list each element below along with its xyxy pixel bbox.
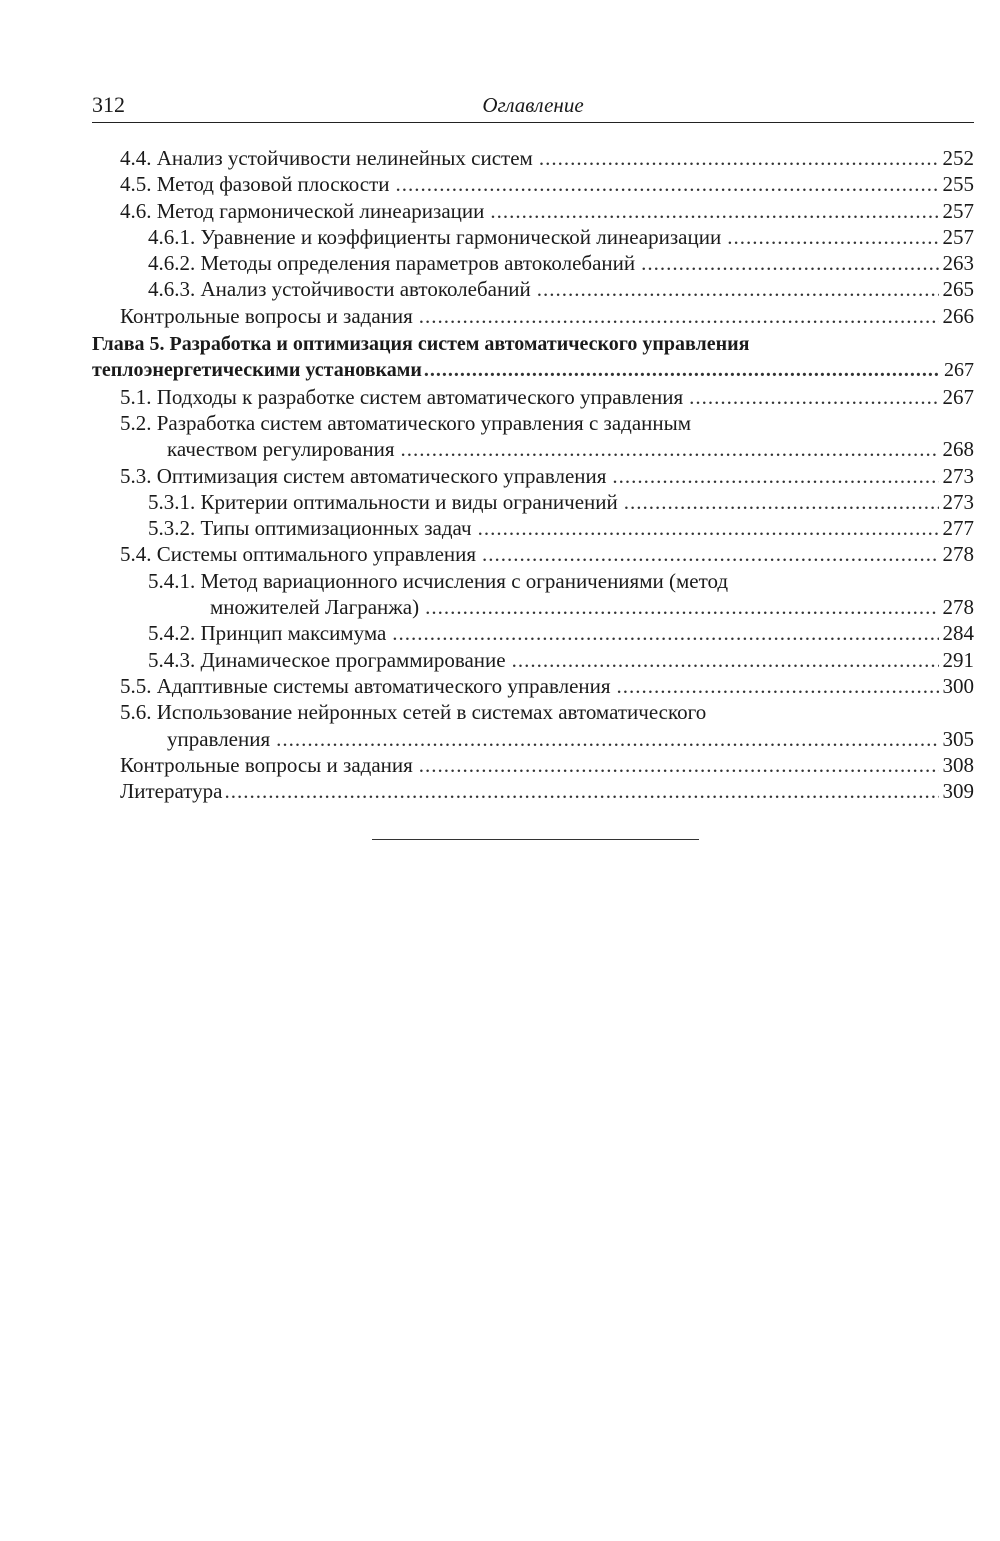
toc-entry-5-4-3[interactable] (92, 647, 974, 673)
toc-entry-page: 273 (942, 463, 974, 488)
toc-entry-title: Контрольные вопросы и задания (120, 303, 413, 328)
toc-entry-page: 257 (942, 198, 974, 223)
page-number: 312 (92, 92, 125, 117)
dot-leader (624, 489, 939, 515)
toc-entry-title: Контрольные вопросы и задания (120, 752, 413, 777)
toc-entry-5-3-2[interactable] (92, 515, 974, 541)
dot-leader (482, 541, 938, 567)
dot-leader (478, 515, 939, 541)
toc-entry-title: 4.5. Метод фазовой плоскости (120, 172, 390, 197)
toc-entry-page: 257 (942, 224, 974, 249)
dot-leader (641, 250, 938, 276)
toc-entry-page: 284 (942, 621, 974, 646)
toc-entry-title: управления (167, 726, 271, 751)
toc-entry-page: 278 (942, 542, 974, 567)
toc-entry-title: множителей Лагранжа) (210, 595, 420, 620)
toc-chapter-title: теплоэнергетическими установками (92, 359, 422, 382)
dot-leader (401, 436, 939, 462)
toc-entry-page: 252 (942, 146, 974, 170)
toc-entry-5-1[interactable] (92, 384, 974, 410)
toc-entry-4-6-1[interactable] (92, 224, 974, 250)
toc-entry-5-2-line1[interactable] (92, 410, 974, 436)
dot-leader (727, 224, 938, 250)
toc-entry-page: 291 (942, 647, 974, 672)
toc-entry-5-6-line1[interactable] (92, 699, 974, 725)
toc-entry-questions-4[interactable] (92, 303, 974, 329)
dot-leader (689, 384, 938, 410)
toc-entry-5-3[interactable] (92, 463, 974, 489)
toc-entry-5-5[interactable] (92, 673, 974, 699)
toc-entry-page: 267 (944, 359, 974, 382)
toc-entry-4-6-3[interactable] (92, 276, 974, 302)
toc-entry-title: 5.3.1. Критерии оптимальности и виды ограничений (148, 489, 618, 514)
toc-entry-5-3-1[interactable] (92, 489, 974, 515)
dot-leader (490, 198, 938, 224)
dot-leader (425, 594, 938, 620)
toc-entry-page: 273 (942, 489, 974, 514)
dot-leader (612, 463, 938, 489)
toc-entry-title: 4.6. Метод гармонической линеаризации (120, 198, 485, 223)
toc-entry-title: 5.5. Адаптивные системы автоматического управления (120, 673, 611, 698)
toc-chapter-5-line1[interactable] (92, 331, 974, 357)
toc-chapter-5-line2[interactable] (92, 357, 974, 383)
toc-entry-page: 268 (942, 437, 974, 462)
toc-entry-title: 5.3.2. Типы оптимизационных задач (148, 516, 472, 541)
dot-leader (224, 778, 938, 804)
toc-entry-page: 278 (942, 595, 974, 620)
toc-entry-title: 5.2. Разработка систем автоматического управления с заданным (120, 410, 692, 435)
toc-entry-title: 5.4.1. Метод вариационного исчисления с ограничениями (метод (148, 568, 729, 593)
toc-entry-title: 4.4. Анализ устойчивости нелинейных систем (120, 146, 533, 170)
toc-entry-4-6[interactable] (92, 198, 974, 224)
dot-leader (537, 276, 939, 302)
toc-entry-page: 266 (942, 303, 974, 328)
dot-leader (419, 303, 939, 329)
toc-entry-page: 305 (942, 726, 974, 751)
toc-entry-title: качеством регулирования (167, 437, 395, 462)
end-rule (372, 839, 699, 840)
dot-leader (276, 726, 938, 752)
toc-entry-5-4-1-line1[interactable] (92, 568, 974, 594)
running-title: Оглавление (482, 93, 584, 117)
toc-entry-references[interactable] (92, 778, 974, 804)
toc-entry-title: 4.6.2. Методы определения параметров автоколебаний (148, 251, 636, 276)
toc-entry-title: 4.6.1. Уравнение и коэффициенты гармонической линеаризации (148, 224, 722, 249)
toc-entry-title: 5.1. Подходы к разработке систем автоматического управления (120, 384, 684, 409)
toc-entry-questions-5[interactable] (92, 752, 974, 778)
dot-leader (539, 145, 939, 171)
toc-entry-page: 308 (942, 752, 974, 777)
dot-leader (396, 171, 939, 197)
page-header (92, 90, 974, 123)
toc-entry-title: 5.4.3. Динамическое программирование (148, 647, 506, 672)
dot-leader (424, 357, 940, 383)
toc-entry-5-4-2[interactable] (92, 620, 974, 646)
dot-leader (419, 752, 939, 778)
toc-entry-5-4-1-line2[interactable] (92, 594, 974, 620)
toc-entry-5-4[interactable] (92, 541, 974, 567)
toc-entry-title: 4.6.3. Анализ устойчивости автоколебаний (148, 277, 531, 302)
table-of-contents (92, 145, 974, 804)
toc-entry-title: 5.3. Оптимизация систем автоматического управления (120, 463, 607, 488)
toc-entry-page: 263 (942, 251, 974, 276)
toc-entry-5-6-line2[interactable] (92, 726, 974, 752)
dot-leader (392, 620, 938, 646)
toc-entry-page: 267 (942, 384, 974, 409)
toc-entry-title: 5.4. Системы оптимального управления (120, 542, 477, 567)
toc-entry-4-4[interactable] (92, 145, 974, 171)
toc-entry-page: 309 (942, 779, 974, 804)
toc-entry-page: 277 (942, 516, 974, 541)
toc-entry-page: 265 (942, 277, 974, 302)
toc-chapter-title: Глава 5. Разработка и оптимизация систем автоматического управления (92, 333, 750, 356)
toc-entry-4-5[interactable] (92, 171, 974, 197)
dot-leader (512, 647, 939, 673)
dot-leader (617, 673, 939, 699)
toc-entry-page: 300 (942, 673, 974, 698)
toc-entry-5-2-line2[interactable] (92, 436, 974, 462)
toc-entry-4-6-2[interactable] (92, 250, 974, 276)
toc-entry-title: Литература (120, 779, 223, 804)
toc-entry-title: 5.6. Использование нейронных сетей в системах автоматического (120, 700, 707, 725)
toc-entry-title: 5.4.2. Принцип максимума (148, 621, 387, 646)
toc-entry-page: 255 (942, 172, 974, 197)
